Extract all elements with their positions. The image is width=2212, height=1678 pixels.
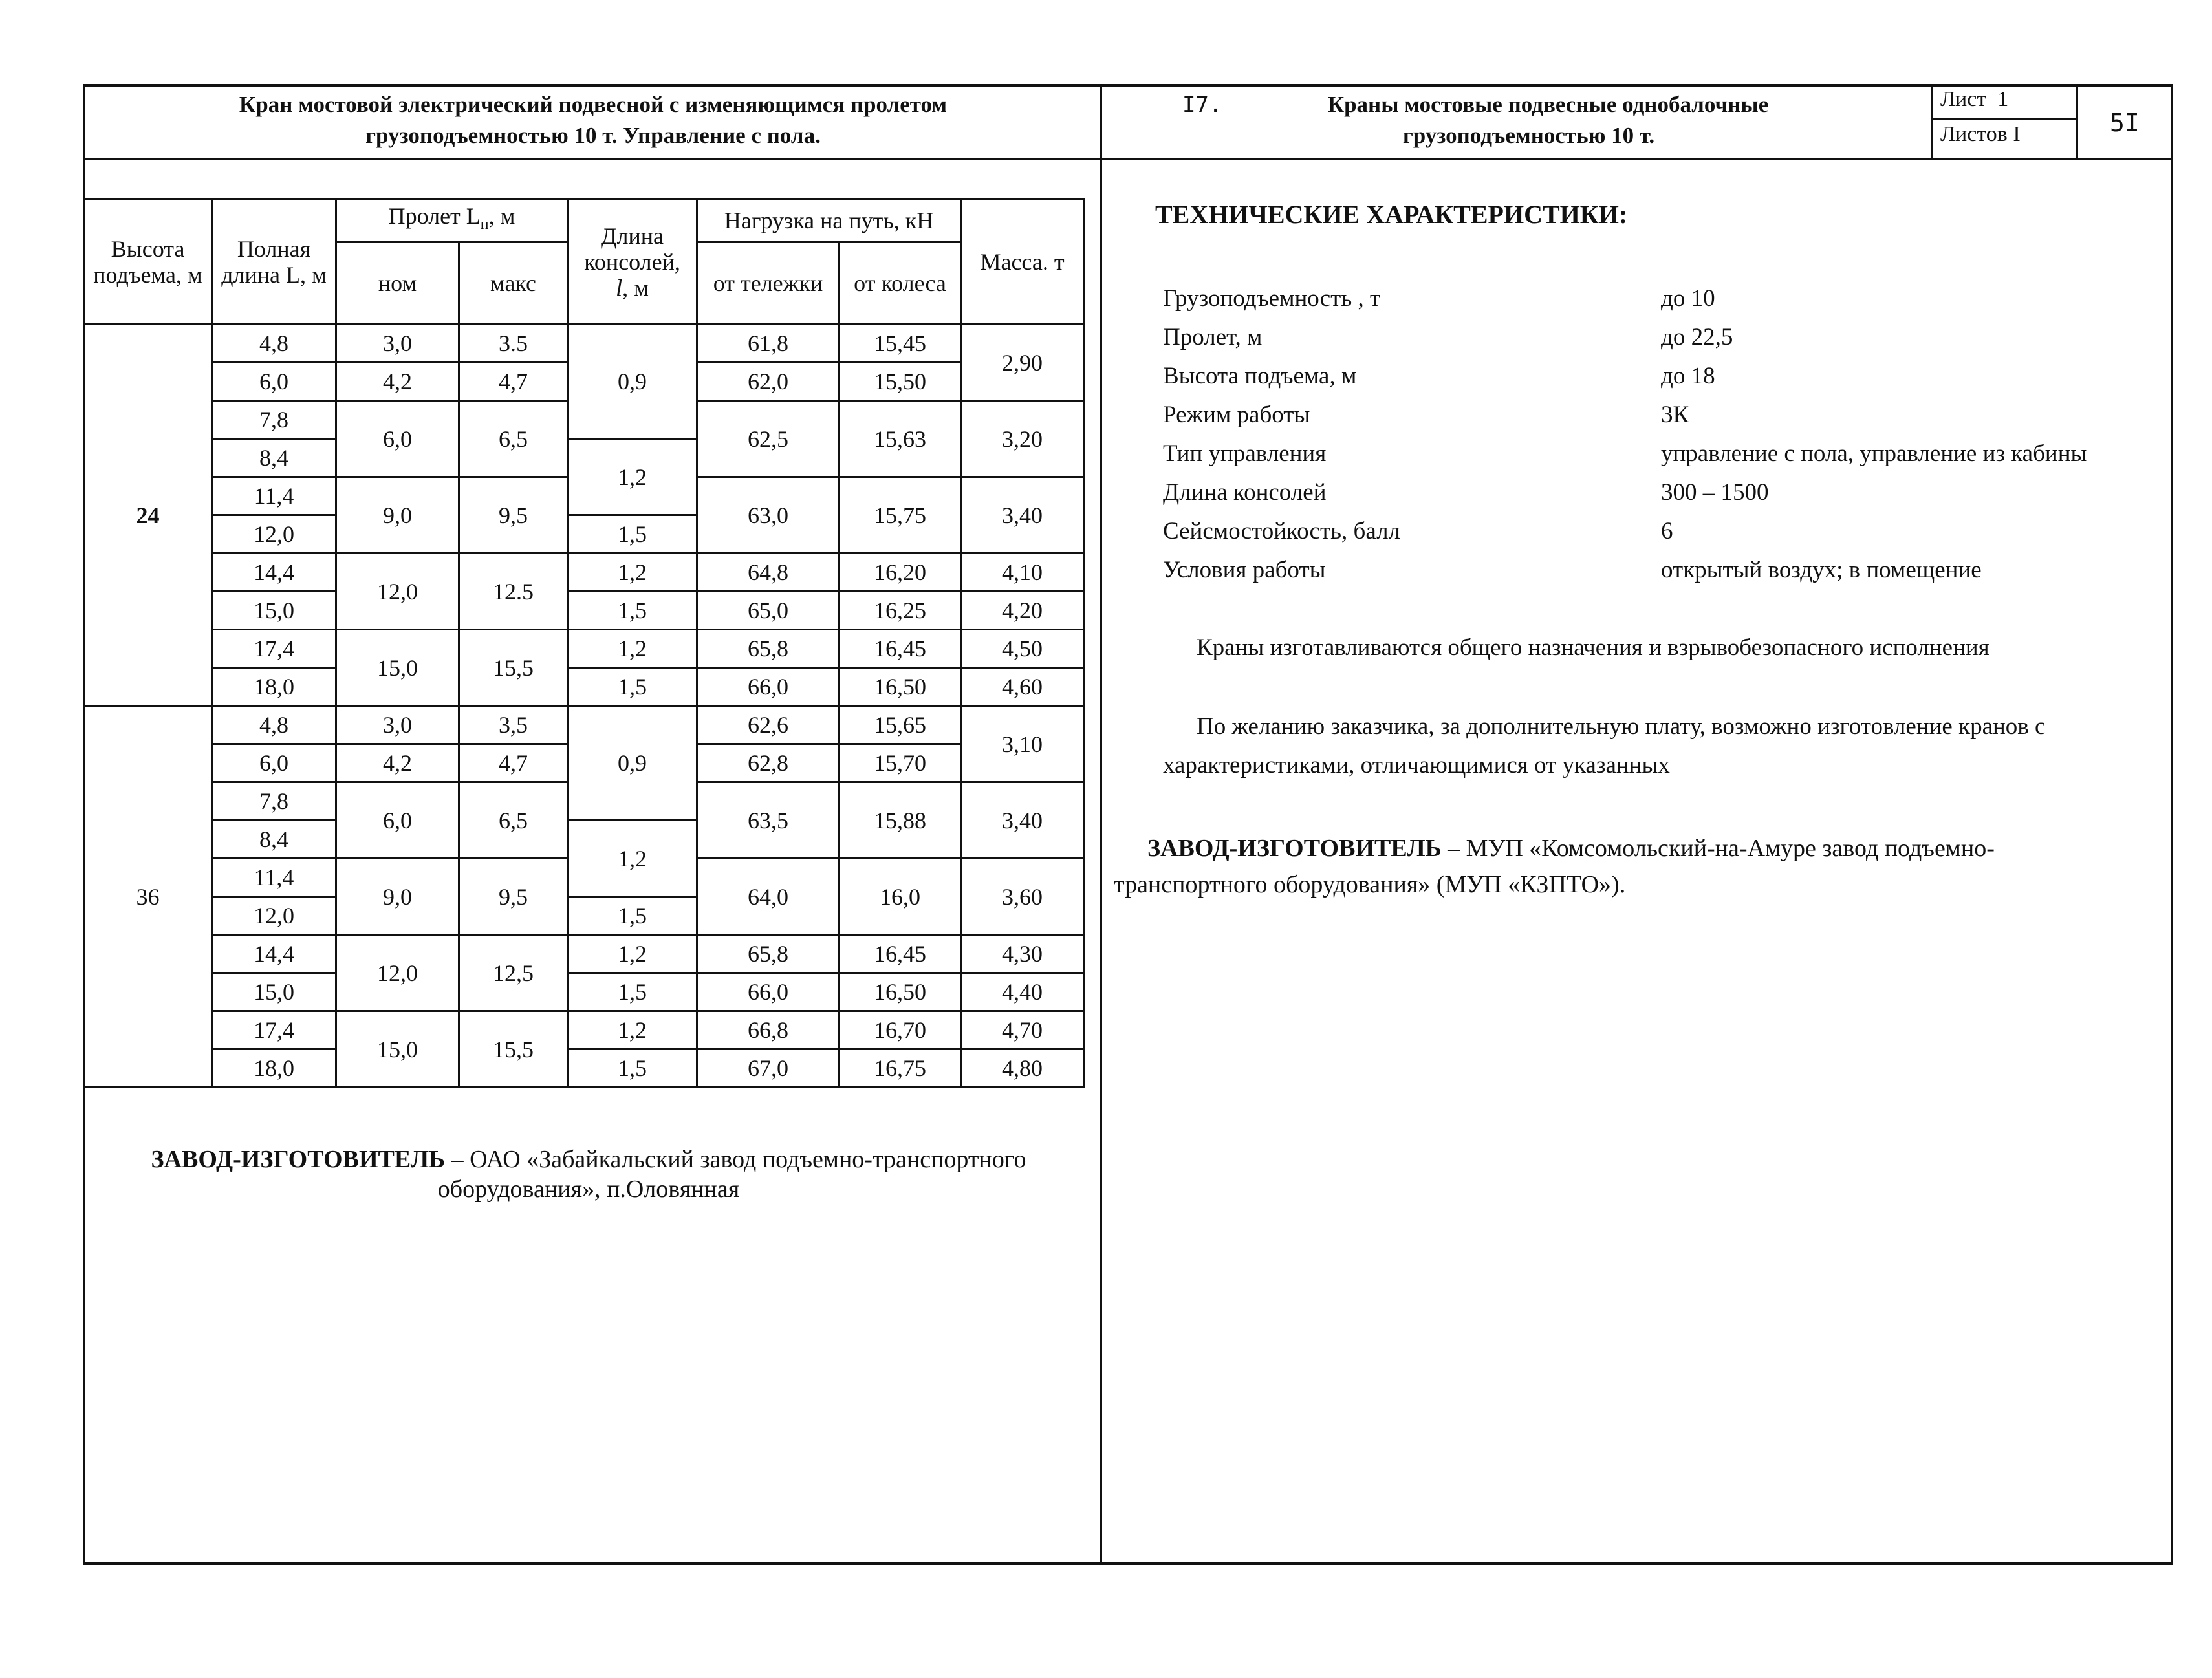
col-console: Длина консолей, l, м — [568, 199, 697, 325]
table-row — [84, 630, 1084, 668]
col-span: Пролет $L_п$, м — [336, 199, 568, 242]
console-cell: 1,2 — [568, 554, 697, 592]
sheets-label: Листов I — [1940, 122, 2021, 146]
trolley-cell: 65,0 — [697, 592, 840, 630]
length-cell: 7,8 — [212, 401, 336, 439]
length-cell: 18,0 — [212, 1049, 336, 1088]
col-load-wheel: от колеса — [840, 242, 961, 325]
table-row — [84, 1011, 1084, 1049]
trolley-cell: 64,8 — [697, 554, 840, 592]
table-row — [84, 325, 1084, 363]
trolley-cell: 66,0 — [697, 973, 840, 1011]
length-cell: 17,4 — [212, 630, 336, 668]
console-cell: 1,2 — [568, 1011, 697, 1049]
console-cell: 1,2 — [568, 821, 697, 897]
nom-cell: 15,0 — [336, 1011, 459, 1088]
mass-cell: 3,40 — [961, 782, 1084, 859]
wheel-cell: 15,88 — [840, 782, 961, 859]
spec-row: Сейсмостойкость, балл 6 — [1163, 518, 1673, 544]
length-cell: 12,0 — [212, 897, 336, 935]
sheet-label: Лист 1 — [1940, 87, 2009, 111]
mass-cell: 4,70 — [961, 1011, 1084, 1049]
column-divider — [1100, 84, 1102, 1565]
sheet-box-mid — [1931, 118, 2077, 120]
specs-list — [1163, 279, 2172, 590]
wheel-cell: 15,63 — [840, 401, 961, 477]
console-cell: 0,9 — [568, 325, 697, 439]
col-height: Высота подъема, м — [84, 199, 212, 325]
console-cell: 1,5 — [568, 592, 697, 630]
length-cell: 6,0 — [212, 363, 336, 401]
manufacturer-left: ЗАВОД-ИЗГОТОВИТЕЛЬ – ОАО «Забайкальский завод подъемно-транспортного оборудования», п.Оловянная — [151, 1146, 1026, 1203]
nom-cell: 15,0 — [336, 630, 459, 706]
height-cell: 36 — [84, 706, 212, 1088]
trolley-cell: 67,0 — [697, 1049, 840, 1088]
length-cell: 12,0 — [212, 515, 336, 554]
nom-cell: 4,2 — [336, 744, 459, 782]
max-cell: 12.5 — [459, 554, 568, 630]
mass-cell: 3,10 — [961, 706, 1084, 782]
max-cell: 4,7 — [459, 363, 568, 401]
wheel-cell: 16,50 — [840, 973, 961, 1011]
header-bottom-rule — [83, 158, 2173, 160]
console-cell: 1,5 — [568, 515, 697, 554]
mass-cell: 2,90 — [961, 325, 1084, 401]
console-cell: 1,2 — [568, 630, 697, 668]
wheel-cell: 16,45 — [840, 935, 961, 973]
length-cell: 4,8 — [212, 706, 336, 744]
nom-cell: 6,0 — [336, 401, 459, 477]
col-span-nom: ном — [336, 242, 459, 325]
length-cell: 6,0 — [212, 744, 336, 782]
right-title: I7. Краны мостовые подвесные однобалочные грузоподъемностью 10 т. — [1123, 89, 1935, 156]
col-full-length: Полная длина L, м — [212, 199, 336, 325]
manufacturer-right: ЗАВОД-ИЗГОТОВИТЕЛЬ – МУП «Комсомольский-на-Амуре завод подъемно- транспортного оборудования» (МУП «КЗПТО»). — [1114, 835, 1995, 898]
wheel-cell: 15,65 — [840, 706, 961, 744]
paragraph-variants: Краны изготавливаются общего назначения и взрывобезопасного исполнения — [1197, 634, 1990, 661]
wheel-cell: 16,70 — [840, 1011, 961, 1049]
console-cell: 1,5 — [568, 1049, 697, 1088]
length-cell: 17,4 — [212, 1011, 336, 1049]
table-row — [84, 554, 1084, 592]
spec-row: Пролет, м до 22,5 — [1163, 324, 1733, 350]
wheel-cell: 15,70 — [840, 744, 961, 782]
nom-cell: 4,2 — [336, 363, 459, 401]
specs-title: ТЕХНИЧЕСКИЕ ХАРАКТЕРИСТИКИ: — [1155, 200, 1628, 229]
length-cell: 11,4 — [212, 859, 336, 897]
nom-cell: 3,0 — [336, 325, 459, 363]
table-row — [84, 706, 1084, 744]
wheel-cell: 16,25 — [840, 592, 961, 630]
col-load-trolley: от тележки — [697, 242, 840, 325]
section-number: I7. — [1182, 92, 1222, 118]
sheet-box-right — [2076, 84, 2078, 158]
spec-row: Грузоподъемность , т до 10 — [1163, 285, 1715, 312]
length-cell: 11,4 — [212, 477, 336, 515]
max-cell: 9,5 — [459, 859, 568, 935]
mass-cell: 3,20 — [961, 401, 1084, 477]
max-cell: 9,5 — [459, 477, 568, 554]
wheel-cell: 15,75 — [840, 477, 961, 554]
nom-cell: 6,0 — [336, 782, 459, 859]
trolley-cell: 64,0 — [697, 859, 840, 935]
mass-cell: 4,50 — [961, 630, 1084, 668]
mass-cell: 4,30 — [961, 935, 1084, 973]
table-row — [84, 668, 1084, 706]
height-cell: 24 — [84, 325, 212, 706]
trolley-cell: 62,0 — [697, 363, 840, 401]
nom-cell: 12,0 — [336, 554, 459, 630]
length-cell: 14,4 — [212, 554, 336, 592]
trolley-cell: 63,5 — [697, 782, 840, 859]
console-cell: 1,5 — [568, 897, 697, 935]
col-load: Нагрузка на путь, кН — [697, 199, 961, 242]
length-cell: 15,0 — [212, 973, 336, 1011]
spec-table — [83, 198, 1085, 1088]
max-cell: 4,7 — [459, 744, 568, 782]
mass-cell: 3,60 — [961, 859, 1084, 935]
length-cell: 18,0 — [212, 668, 336, 706]
wheel-cell: 16,0 — [840, 859, 961, 935]
console-cell: 0,9 — [568, 706, 697, 821]
mass-cell: 3,40 — [961, 477, 1084, 554]
trolley-cell: 63,0 — [697, 477, 840, 554]
mass-cell: 4,80 — [961, 1049, 1084, 1088]
mass-cell: 4,60 — [961, 668, 1084, 706]
spec-row: Тип управления управление с пола, управление из кабины — [1163, 440, 2087, 467]
max-cell: 6,5 — [459, 782, 568, 859]
wheel-cell: 16,20 — [840, 554, 961, 592]
trolley-cell: 65,8 — [697, 935, 840, 973]
length-cell: 4,8 — [212, 325, 336, 363]
col-span-max: макс — [459, 242, 568, 325]
length-cell: 14,4 — [212, 935, 336, 973]
console-cell: 1,2 — [568, 935, 697, 973]
wheel-cell: 16,50 — [840, 668, 961, 706]
trolley-cell: 62,6 — [697, 706, 840, 744]
mass-cell: 4,20 — [961, 592, 1084, 630]
paragraph-custom: По желанию заказчика, за дополнительную плату, возможно изготовление кранов с характеристиками, отличающимися от указанных — [1163, 713, 2046, 779]
console-cell: 1,5 — [568, 668, 697, 706]
page-number: 5I — [2110, 109, 2140, 137]
table-row — [84, 1049, 1084, 1088]
max-cell: 3,5 — [459, 706, 568, 744]
length-cell: 7,8 — [212, 782, 336, 821]
trolley-cell: 62,5 — [697, 401, 840, 477]
col-mass: Масса. т — [961, 199, 1084, 325]
wheel-cell: 15,45 — [840, 325, 961, 363]
trolley-cell: 62,8 — [697, 744, 840, 782]
nom-cell: 12,0 — [336, 935, 459, 1011]
trolley-cell: 66,8 — [697, 1011, 840, 1049]
spec-row: Длина консолей 300 – 1500 — [1163, 479, 1769, 506]
table-row — [84, 973, 1084, 1011]
length-cell: 15,0 — [212, 592, 336, 630]
trolley-cell: 66,0 — [697, 668, 840, 706]
console-cell: 1,5 — [568, 973, 697, 1011]
wheel-cell: 15,50 — [840, 363, 961, 401]
table-row — [84, 592, 1084, 630]
table-row — [84, 935, 1084, 973]
wheel-cell: 16,45 — [840, 630, 961, 668]
max-cell: 15,5 — [459, 1011, 568, 1088]
max-cell: 3.5 — [459, 325, 568, 363]
length-cell: 8,4 — [212, 439, 336, 477]
nom-cell: 9,0 — [336, 859, 459, 935]
wheel-cell: 16,75 — [840, 1049, 961, 1088]
length-cell: 8,4 — [212, 821, 336, 859]
console-cell: 1,2 — [568, 439, 697, 515]
left-title: Кран мостовой электрический подвесной с изменяющимся пролетом грузоподъемностью 10 т. Управление с пола. — [239, 92, 948, 148]
max-cell: 6,5 — [459, 401, 568, 477]
trolley-cell: 61,8 — [697, 325, 840, 363]
max-cell: 15,5 — [459, 630, 568, 706]
trolley-cell: 65,8 — [697, 630, 840, 668]
spec-row: Высота подъема, м до 18 — [1163, 363, 1715, 389]
spec-row: Условия работы открытый воздух; в помещение — [1163, 557, 1982, 583]
mass-cell: 4,10 — [961, 554, 1084, 592]
nom-cell: 9,0 — [336, 477, 459, 554]
spec-row: Режим работы 3К — [1163, 402, 1689, 428]
max-cell: 12,5 — [459, 935, 568, 1011]
nom-cell: 3,0 — [336, 706, 459, 744]
mass-cell: 4,40 — [961, 973, 1084, 1011]
